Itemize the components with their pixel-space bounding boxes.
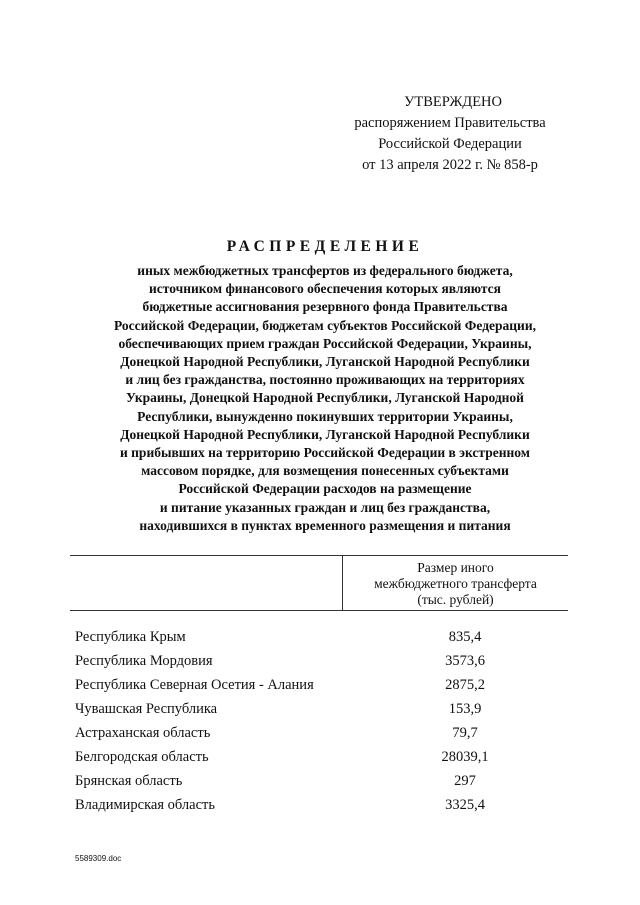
column-header-line: (тыс. рублей)	[417, 592, 494, 607]
title-line: Российской Федерации, бюджетам субъектов Российской Федерации,	[114, 317, 536, 333]
table-row	[75, 724, 565, 748]
title-line: находившихся в пунктах временного размещения и питания	[139, 517, 511, 533]
approval-line-3: от 13 апреля 2022 г. № 858-р	[362, 157, 538, 173]
table-row	[75, 652, 565, 676]
transfer-amount: 153,9	[448, 701, 482, 717]
approval-line-2: Российской Федерации	[378, 136, 522, 152]
document-heading: РАСПРЕДЕЛЕНИЕ	[226, 238, 424, 255]
region-name: Брянская область	[75, 773, 183, 789]
table-row	[75, 772, 565, 796]
title-line: Украины, Донецкой Народной Республики, Луганской Народной	[126, 390, 524, 406]
region-name: Республика Мордовия	[75, 653, 213, 669]
transfer-amount: 28039,1	[441, 749, 489, 765]
table-row	[75, 796, 565, 820]
region-name: Республика Северная Осетия - Алания	[75, 677, 314, 693]
title-line: обеспечивающих прием граждан Российской Федерации, Украины,	[118, 335, 532, 351]
table-row	[75, 628, 565, 652]
title-line: иных межбюджетных трансфертов из федерального бюджета,	[137, 263, 513, 278]
transfer-amount: 3325,4	[445, 797, 485, 813]
transfer-amount: 835,4	[448, 629, 482, 645]
approval-block	[340, 92, 560, 176]
table-row	[75, 748, 565, 772]
region-name: Белгородская область	[75, 749, 209, 765]
title-line: Донецкой Народной Республики, Луганской Народной Республики	[120, 426, 530, 442]
region-name: Владимирская область	[75, 797, 215, 813]
region-name: Республика Крым	[75, 629, 186, 645]
document-title	[40, 262, 610, 535]
title-line: бюджетные ассигнования резервного фонда Правительства	[142, 299, 508, 315]
table-header	[70, 555, 568, 611]
column-header-line: межбюджетного трансферта	[374, 576, 537, 591]
table-body	[75, 628, 565, 820]
region-name: Чувашская Республика	[75, 701, 218, 717]
column-header-line: Размер иного	[417, 560, 494, 575]
transfer-amount: 79,7	[452, 725, 478, 741]
title-line: Республики, вынужденно покинувших территории Украины,	[137, 408, 513, 424]
title-line: источником финансового обеспечения которых являются	[149, 281, 501, 297]
title-line: и питание указанных граждан и лиц без гражданства,	[159, 499, 491, 515]
transfer-amount: 2875,2	[445, 677, 485, 693]
title-line: и прибывших на территорию Российской Федерации в экстренном	[120, 445, 530, 461]
region-name: Астраханская область	[75, 725, 211, 741]
document-file-id: 5589309.doc	[75, 854, 122, 863]
title-line: Российской Федерации расходов на размещение	[178, 481, 472, 497]
transfer-amount: 297	[454, 773, 476, 789]
approval-heading: УТВЕРЖДЕНО	[404, 94, 502, 110]
transfer-amount: 3573,6	[445, 653, 485, 669]
table-row	[75, 700, 565, 724]
title-line: массовом порядке, для возмещения понесенных субъектами	[141, 463, 509, 479]
title-line: Донецкой Народной Республики, Луганской Народной Республики	[120, 354, 530, 370]
table-row	[75, 676, 565, 700]
title-line: и лиц без гражданства, постоянно проживающих на территориях	[125, 372, 525, 388]
approval-line-1: распоряжением Правительства	[354, 115, 546, 131]
amount-column-header	[343, 560, 568, 608]
